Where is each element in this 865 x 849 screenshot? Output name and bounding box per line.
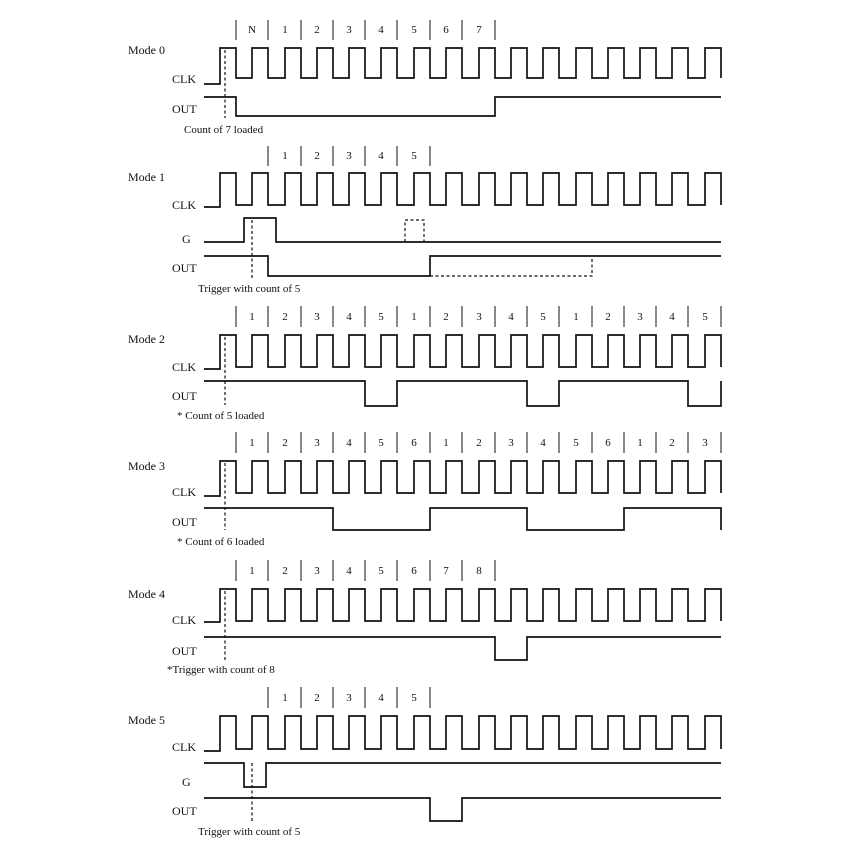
count-label: 1 (282, 24, 288, 36)
mode-1-note: Trigger with count of 5 (198, 283, 301, 295)
count-label: 4 (669, 311, 675, 323)
mode-0-clk-waveform (204, 48, 721, 84)
count-label: 3 (346, 24, 352, 36)
mode-3-label: Mode 3 (128, 459, 165, 473)
mode-2-out-label: OUT (172, 389, 197, 403)
count-label: 3 (314, 565, 320, 577)
mode-1-label: Mode 1 (128, 170, 165, 184)
mode-5-clk-waveform (204, 716, 721, 751)
mode-2-clk-label: CLK (172, 360, 196, 374)
count-label: 2 (314, 150, 320, 162)
mode-4-out-label: OUT (172, 644, 197, 658)
mode-1-clk-waveform (204, 173, 721, 207)
mode-5-out-label: OUT (172, 804, 197, 818)
mode-3-out-waveform (204, 508, 721, 530)
count-label: 1 (249, 565, 255, 577)
count-label: 3 (637, 311, 643, 323)
count-label: 5 (378, 437, 384, 449)
mode-2-section (128, 306, 721, 422)
mode-3-clk-waveform (204, 461, 721, 496)
count-label: 5 (573, 437, 579, 449)
count-label: 4 (508, 311, 514, 323)
count-label: 1 (443, 437, 449, 449)
mode-3-clk-label: CLK (172, 485, 196, 499)
mode-5-out-waveform (204, 798, 721, 821)
count-label: 5 (378, 565, 384, 577)
mode-1-out-waveform (204, 256, 721, 276)
mode-1-gate-label: G (182, 232, 191, 246)
mode-1-gate-retrigger (405, 220, 424, 242)
count-label: 2 (669, 437, 675, 449)
count-label: 5 (540, 311, 546, 323)
count-label: 5 (378, 311, 384, 323)
count-label: 5 (702, 311, 708, 323)
mode-5-note: Trigger with count of 5 (198, 826, 301, 838)
mode-3-out-label: OUT (172, 515, 197, 529)
count-label: 8 (476, 565, 482, 577)
count-label: 4 (346, 311, 352, 323)
mode-3-note: * Count of 6 loaded (177, 536, 265, 548)
count-label: 4 (378, 24, 384, 36)
count-label: 1 (411, 311, 417, 323)
mode-5-label: Mode 5 (128, 713, 165, 727)
mode-4-count-ticks (236, 560, 495, 581)
mode-0-out-waveform (204, 97, 721, 116)
mode-1-clk-label: CLK (172, 198, 196, 212)
mode-5-gate-waveform (204, 763, 721, 787)
count-label: 6 (443, 24, 449, 36)
mode-3-count-labels (249, 437, 708, 449)
count-label: 2 (282, 565, 288, 577)
count-label: 2 (282, 311, 288, 323)
mode-4-note: *Trigger with count of 8 (167, 664, 275, 676)
count-label: 7 (476, 24, 482, 36)
mode-1-gate-waveform (204, 218, 721, 242)
mode-4-section (128, 560, 721, 676)
count-label: 2 (476, 437, 482, 449)
mode-1-out-label: OUT (172, 261, 197, 275)
mode-2-clk-waveform (204, 335, 721, 369)
mode-1-out-extended (430, 256, 592, 276)
count-label: 3 (508, 437, 514, 449)
count-label: 1 (282, 692, 288, 704)
mode-4-clk-waveform (204, 589, 721, 622)
mode-4-label: Mode 4 (128, 587, 165, 601)
count-label: 5 (411, 150, 417, 162)
count-label: 4 (378, 692, 384, 704)
mode-1-section (128, 146, 721, 295)
count-label: 2 (282, 437, 288, 449)
mode-2-note: * Count of 5 loaded (177, 410, 265, 422)
mode-5-clk-label: CLK (172, 740, 196, 754)
count-label: 3 (702, 437, 708, 449)
mode-2-count-labels (249, 311, 708, 323)
count-label: 3 (346, 692, 352, 704)
count-label: 6 (605, 437, 611, 449)
mode-0-count-ticks (236, 20, 495, 40)
mode-5-gate-label: G (182, 775, 191, 789)
count-label: 2 (314, 692, 320, 704)
count-label: 3 (346, 150, 352, 162)
mode-0-section (128, 20, 721, 136)
mode-0-note: Count of 7 loaded (184, 124, 264, 136)
count-label: 4 (346, 437, 352, 449)
count-label: 6 (411, 437, 417, 449)
count-label: 1 (282, 150, 288, 162)
count-label: 4 (346, 565, 352, 577)
count-label: 1 (249, 437, 255, 449)
mode-4-out-waveform (204, 637, 721, 660)
mode-2-out-waveform (204, 381, 721, 406)
count-label: N (248, 24, 256, 36)
count-label: 1 (573, 311, 579, 323)
count-label: 1 (637, 437, 643, 449)
count-label: 3 (476, 311, 482, 323)
count-label: 5 (411, 692, 417, 704)
count-label: 4 (378, 150, 384, 162)
count-label: 3 (314, 311, 320, 323)
count-label: 7 (443, 565, 449, 577)
mode-4-count-labels (249, 565, 482, 577)
mode-4-clk-label: CLK (172, 613, 196, 627)
mode-0-out-label: OUT (172, 102, 197, 116)
count-label: 4 (540, 437, 546, 449)
count-label: 2 (605, 311, 611, 323)
count-label: 2 (443, 311, 449, 323)
mode-3-section (128, 432, 721, 548)
mode-0-label: Mode 0 (128, 43, 165, 57)
count-label: 1 (249, 311, 255, 323)
count-label: 2 (314, 24, 320, 36)
count-label: 5 (411, 24, 417, 36)
mode-5-section (128, 687, 721, 838)
count-label: 6 (411, 565, 417, 577)
mode-2-label: Mode 2 (128, 332, 165, 346)
count-label: 3 (314, 437, 320, 449)
mode-0-clk-label: CLK (172, 72, 196, 86)
